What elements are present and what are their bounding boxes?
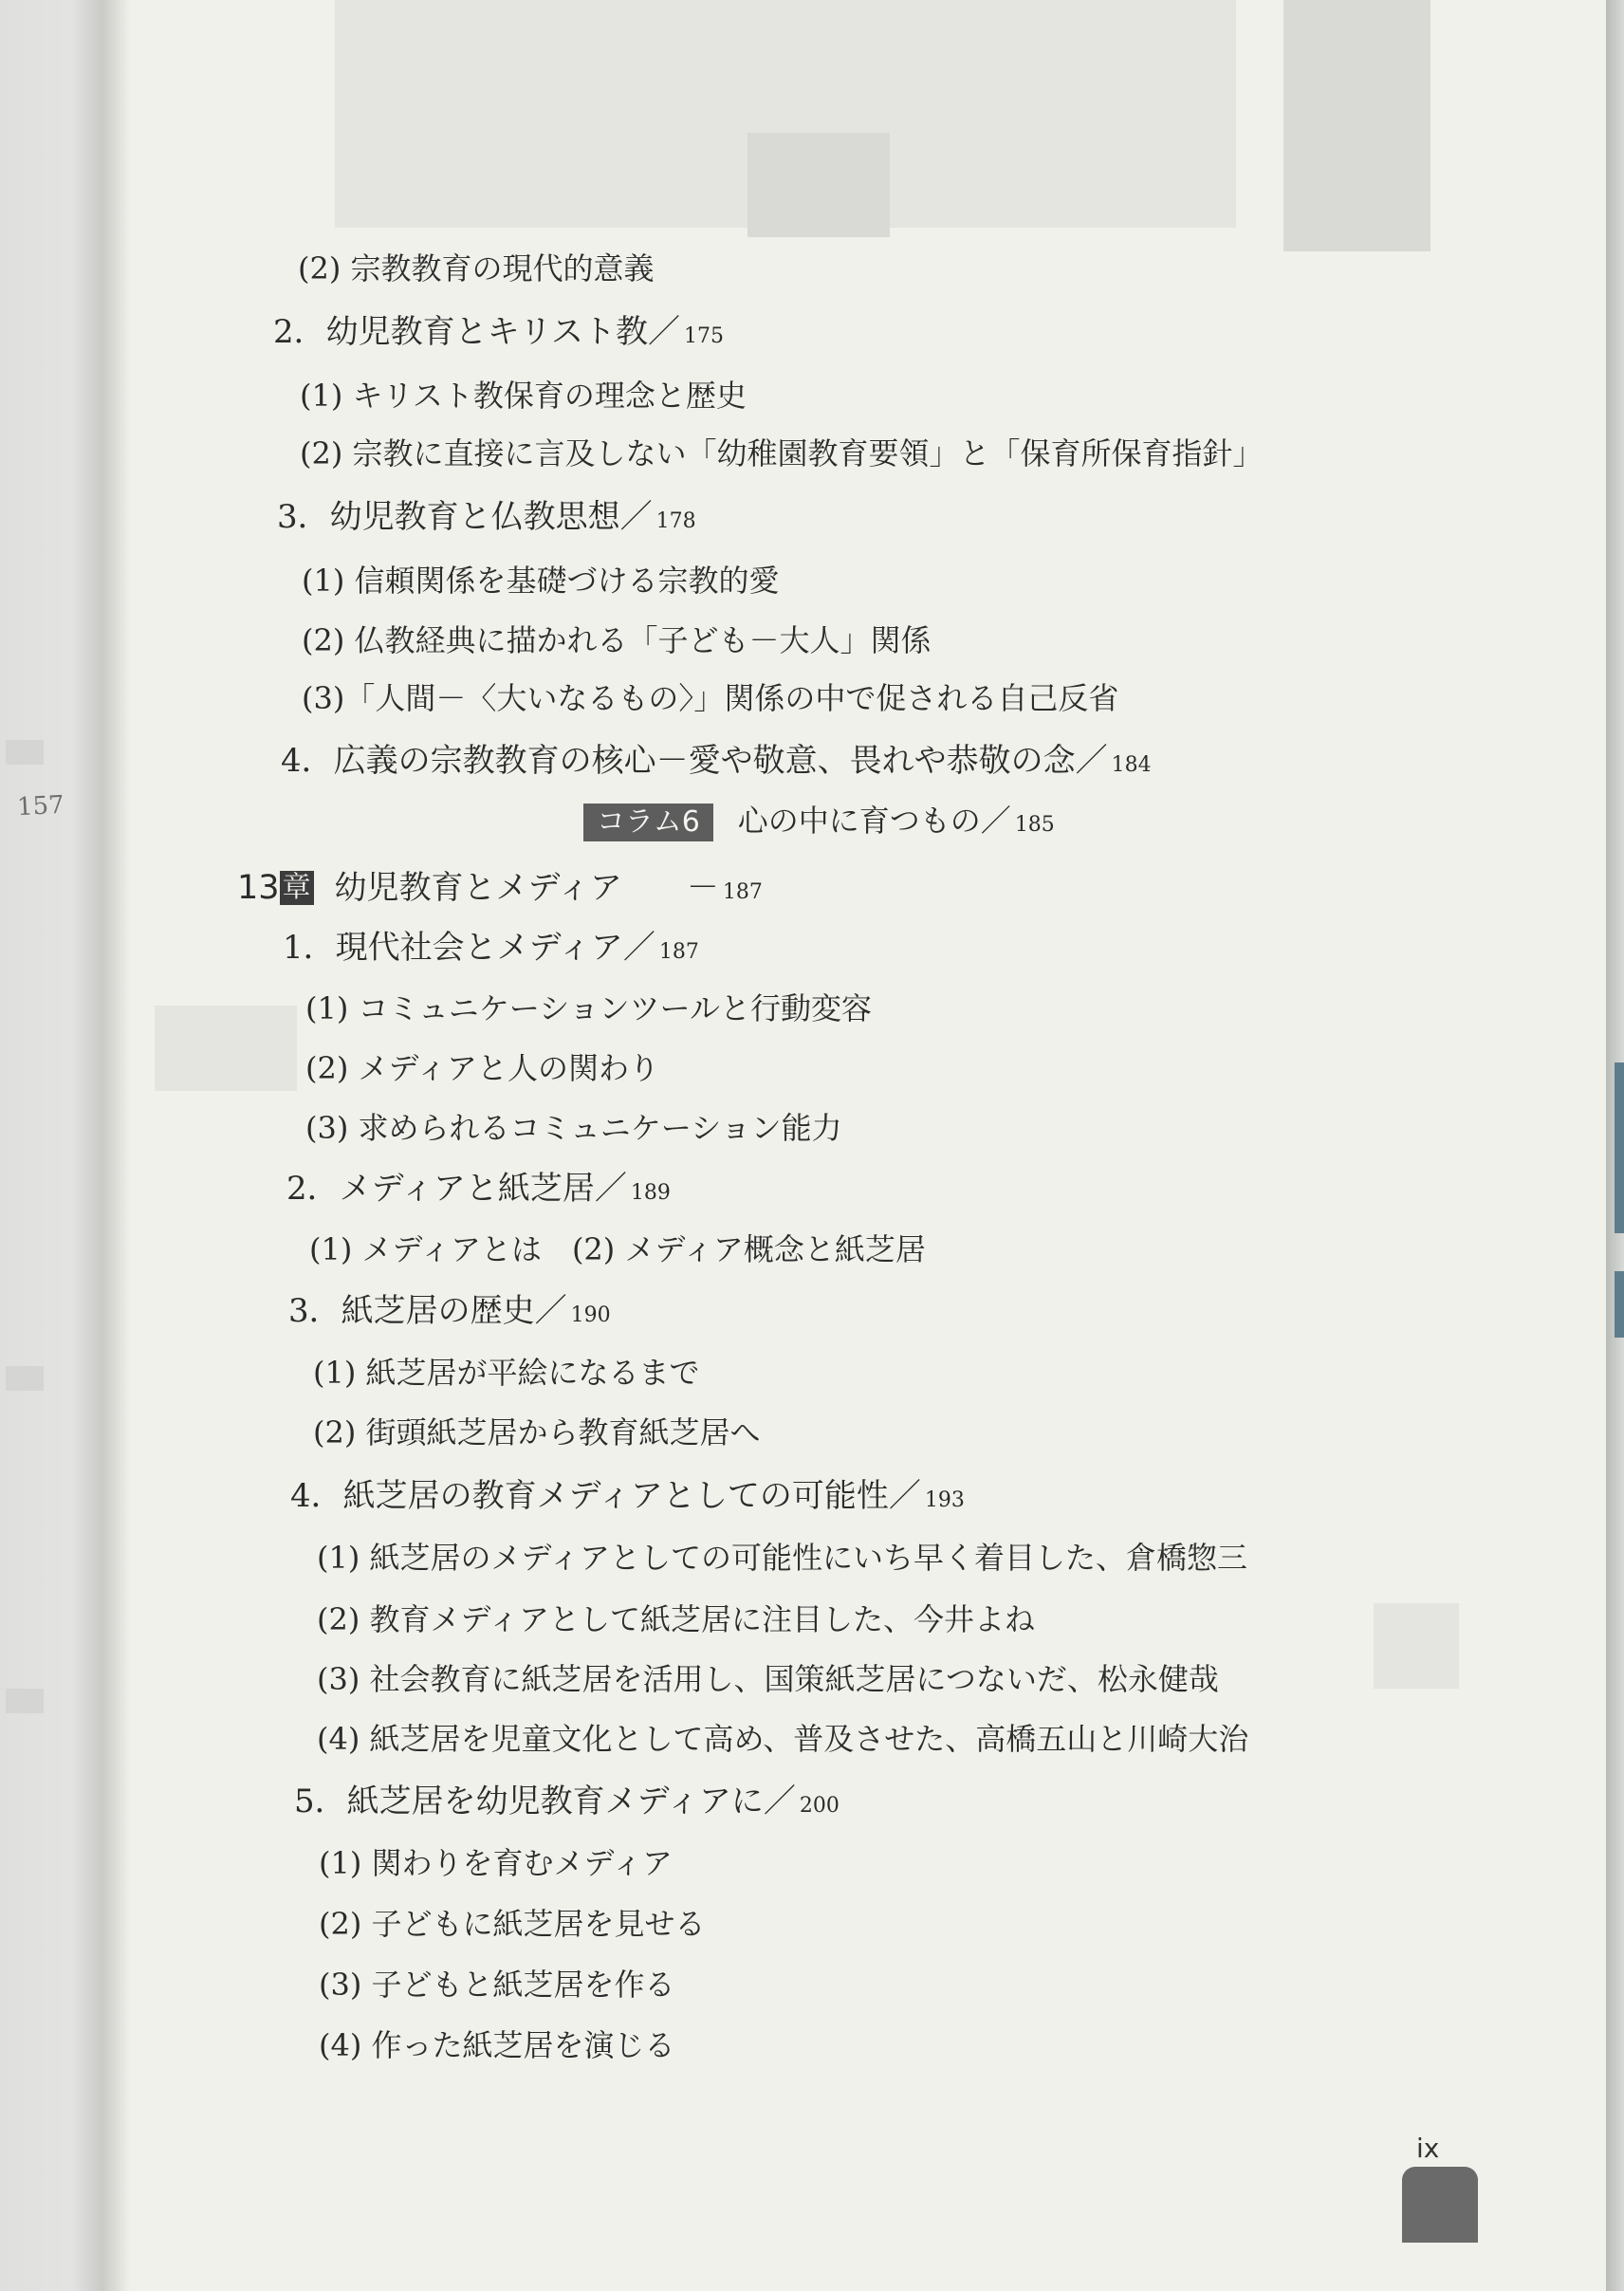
toc-section: 3．幼児教育と仏教思想／ 178 bbox=[277, 498, 696, 536]
toc-section: 4．広義の宗教教育の核心－愛や敬意、畏れや恭敬の念／ 184 bbox=[281, 742, 1152, 780]
toc-subitem: (2) 街頭紙芝居から教育紙芝居へ bbox=[313, 1414, 761, 1450]
page-number: 187 bbox=[658, 940, 699, 964]
toc-subitem: (3)「人間－〈大いなるもの〉」関係の中で促される自己反省 bbox=[302, 680, 1119, 716]
toc-column: コラム6 心の中に育つもの／ 185 bbox=[583, 802, 1055, 844]
page-number: 190 bbox=[570, 1303, 611, 1327]
show-through-block bbox=[1374, 1603, 1459, 1689]
chapter-number: 13 bbox=[237, 869, 280, 907]
folio-page-number: ix bbox=[1416, 2133, 1440, 2164]
folio-tab bbox=[1402, 2167, 1478, 2243]
toc-section: 3．紙芝居の歴史／ 190 bbox=[288, 1292, 611, 1330]
toc-subitem: (1) 関わりを育むメディア bbox=[319, 1845, 673, 1881]
gutter-shadow bbox=[102, 0, 131, 2291]
show-through-mark bbox=[6, 1689, 44, 1713]
toc-subitem: (4) 紙芝居を児童文化として高め、普及させた、高橋五山と川崎大治 bbox=[317, 1721, 1249, 1757]
toc-section: 1．現代社会とメディア／ 187 bbox=[283, 929, 699, 967]
toc-subitem: (2) 宗教に直接に言及しない「幼稚園教育要領」と「保育所保育指針」 bbox=[300, 435, 1264, 471]
toc-section: 2．幼児教育とキリスト教／ 175 bbox=[273, 313, 724, 351]
show-through-mark bbox=[6, 740, 44, 765]
toc-subitem: (3) 子どもと紙芝居を作る bbox=[319, 1967, 675, 2003]
page-number: 189 bbox=[630, 1181, 671, 1205]
toc-subitem: (1) 紙芝居が平絵になるまで bbox=[313, 1355, 700, 1391]
toc-subitem: (1) メディアとは (2) メディア概念と紙芝居 bbox=[309, 1231, 926, 1267]
toc-subitem: (2) 仏教経典に描かれる「子ども－大人」関係 bbox=[302, 622, 932, 658]
page-number: 184 bbox=[1111, 753, 1152, 777]
edge-tab bbox=[1615, 1062, 1624, 1233]
page-number: 178 bbox=[655, 509, 696, 533]
edge-tab bbox=[1615, 1271, 1624, 1338]
chapter-mark: 章 bbox=[280, 871, 314, 905]
toc-section: 4．紙芝居の教育メディアとしての可能性／ 193 bbox=[290, 1477, 965, 1515]
show-through-block bbox=[155, 1006, 297, 1091]
show-through-mark bbox=[6, 1366, 44, 1391]
toc-subitem: (2) 子どもに紙芝居を見せる bbox=[319, 1906, 706, 1942]
toc-section: 5．紙芝居を幼児教育メディアに／ 200 bbox=[294, 1783, 840, 1820]
page-number: 193 bbox=[924, 1488, 965, 1512]
toc-subitem: (1) 信頼関係を基礎づける宗教的愛 bbox=[302, 563, 780, 599]
toc-subitem: (1) 紙芝居のメディアとしての可能性にいち早く着目した、倉橋惣三 bbox=[317, 1540, 1247, 1576]
toc-subitem: (4) 作った紙芝居を演じる bbox=[319, 2027, 675, 2063]
toc-subitem: (1) コミュニケーションツールと行動変容 bbox=[305, 990, 872, 1026]
page-number: 187 bbox=[722, 880, 763, 904]
left-page-number: 157 bbox=[16, 790, 65, 822]
page-number: 175 bbox=[683, 324, 724, 348]
toc-subitem: (1) キリスト教保育の理念と歴史 bbox=[300, 378, 747, 414]
page-number: 185 bbox=[1014, 813, 1055, 837]
left-facing-page bbox=[0, 0, 102, 2291]
toc-section: 2．メディアと紙芝居／ 189 bbox=[286, 1170, 671, 1208]
show-through-block bbox=[747, 133, 890, 237]
toc-subitem: (2) 宗教教育の現代的意義 bbox=[298, 250, 655, 286]
toc-subitem: (3) 求められるコミュニケーション能力 bbox=[305, 1110, 842, 1146]
toc-chapter: 13 章 幼児教育とメディア － 187 bbox=[237, 869, 763, 907]
toc-subitem: (2) メディアと人の関わり bbox=[305, 1050, 659, 1086]
show-through-block bbox=[1283, 0, 1430, 251]
toc-subitem: (2) 教育メディアとして紙芝居に注目した、今井よね bbox=[317, 1601, 1035, 1637]
page-number: 200 bbox=[799, 1794, 840, 1818]
toc-subitem: (3) 社会教育に紙芝居を活用し、国策紙芝居につないだ、松永健哉 bbox=[317, 1661, 1219, 1697]
column-badge: コラム6 bbox=[583, 804, 713, 841]
